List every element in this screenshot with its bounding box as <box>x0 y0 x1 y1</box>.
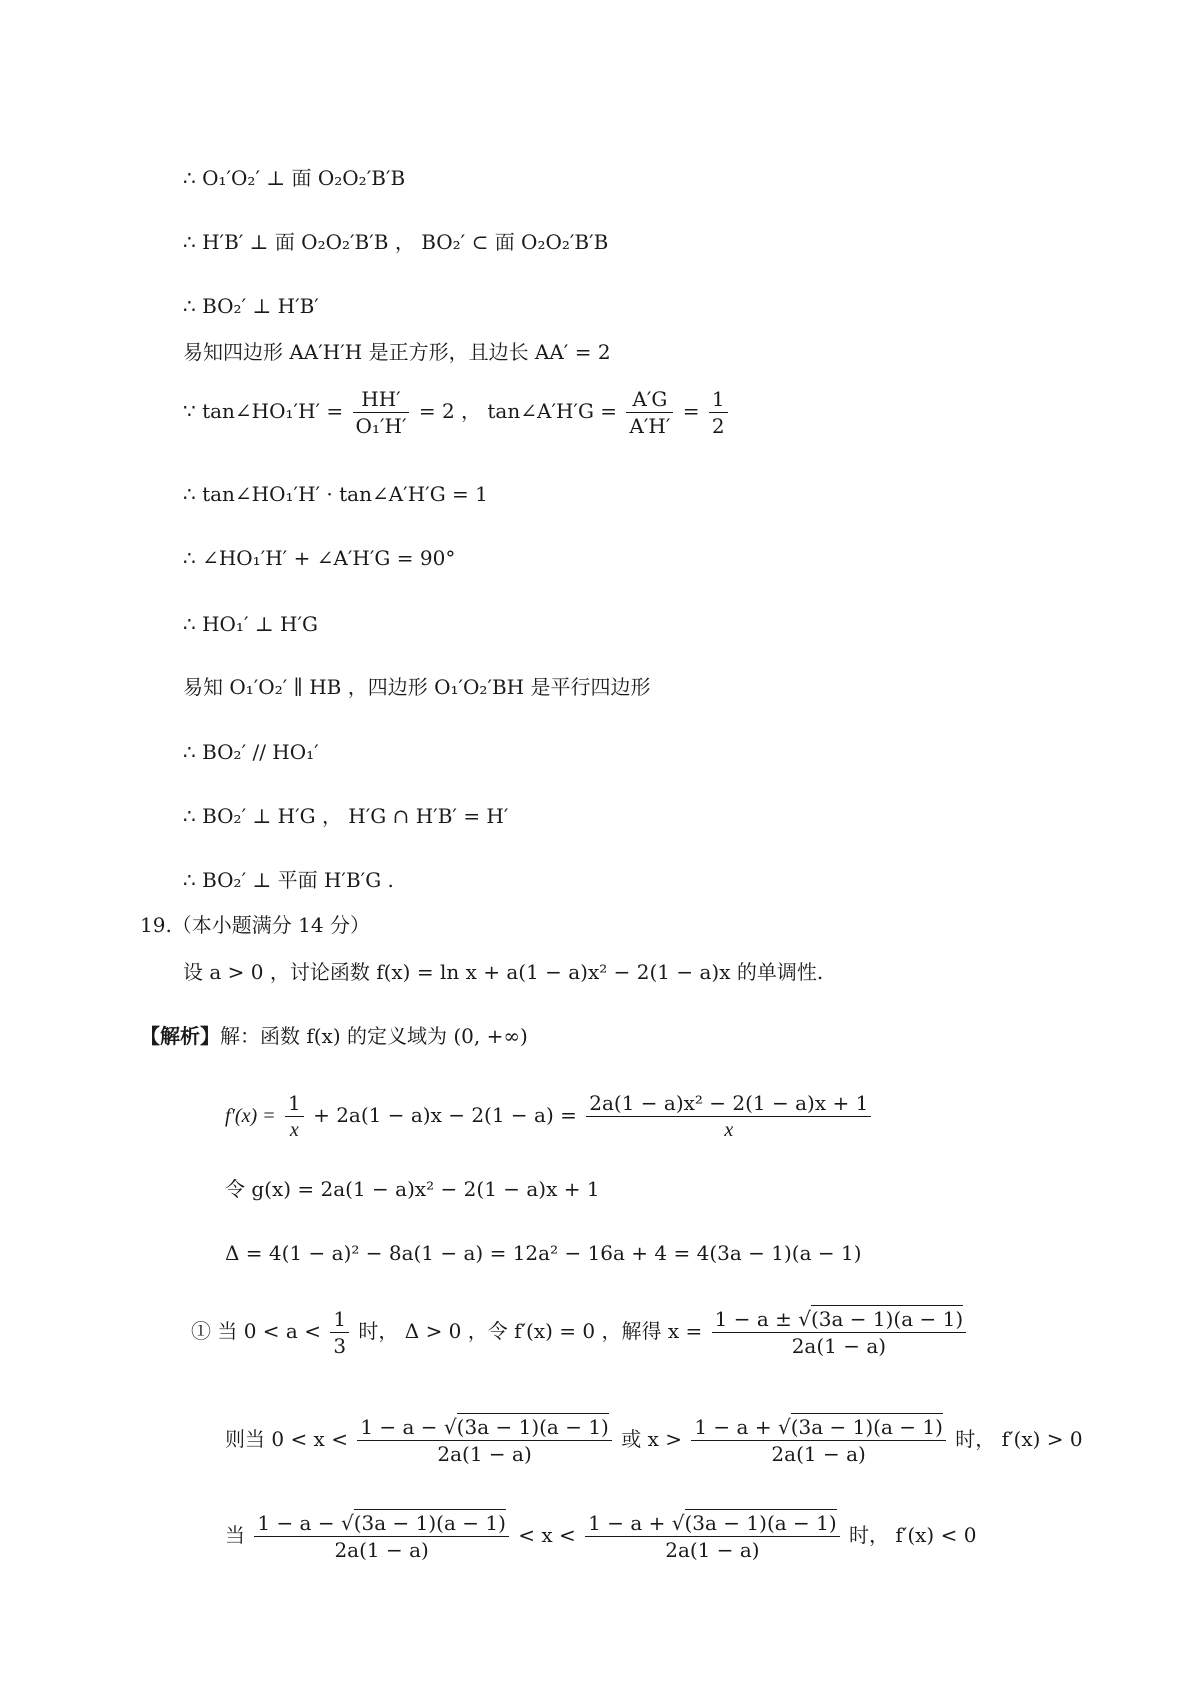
discriminant-line: Δ = 4(1 − a)² − 8a(1 − a) = 12a² − 16a + 4 = 4(3a − 1)(a − 1) <box>225 1241 862 1265</box>
radical-sign: √ <box>798 1307 811 1331</box>
problem-heading: 19.（本小题满分 14 分） <box>140 913 370 937</box>
case-1-prefix: ① 当 0 < a < <box>191 1319 321 1343</box>
numerator <box>585 1510 840 1537</box>
proof-line-7: ∴ ∠HO₁′H′ + ∠A′H′G = 90° <box>183 546 456 570</box>
proof-line-9: 易知 O₁′O₂′ ∥ HB ，四边形 O₁′O₂′BH 是平行四边形 <box>183 675 651 699</box>
fraction-lower-root <box>357 1414 612 1467</box>
fraction-one-over-x <box>285 1090 304 1143</box>
numerator: 1 <box>709 386 728 413</box>
solution-line-1 <box>140 1024 528 1048</box>
numerator: 1 <box>285 1090 304 1117</box>
fraction-critical-points <box>712 1306 967 1359</box>
proof-line-3: ∴ BO₂′ ⊥ H′B′ <box>183 294 319 318</box>
derivative-line <box>225 1090 874 1143</box>
proof-line-4: 易知四边形 AA′H′H 是正方形，且边长 AA′ = 2 <box>183 340 611 364</box>
proof-line-12: ∴ BO₂′ ⊥ 平面 H′B′G . <box>183 868 394 892</box>
proof-line-2: ∴ H′B′ ⊥ 面 O₂O₂′B′B ， BO₂′ ⊂ 面 O₂O₂′B′B <box>183 230 609 254</box>
radicand: (3a − 1)(a − 1) <box>456 1415 609 1439</box>
fraction-hh-over-oh <box>353 386 410 439</box>
fraction-lower-root <box>254 1510 509 1563</box>
numerator <box>712 1306 967 1333</box>
numerator: 2a(1 − a)x² − 2(1 − a)x + 1 <box>586 1090 871 1117</box>
problem-statement: 设 a > 0 ，讨论函数 f(x) = ln x + a(1 − a)x² − 2(1 − a)x 的单调性. <box>183 960 824 984</box>
numerator <box>254 1510 509 1537</box>
case-1-line <box>191 1306 969 1359</box>
radical-sign: √ <box>443 1415 457 1439</box>
proof-line-11: ∴ BO₂′ ⊥ H′G ， H′G ∩ H′B′ = H′ <box>183 804 509 828</box>
radical-sign: √ <box>777 1415 791 1439</box>
derivative-lhs: f′(x) = <box>225 1105 276 1127</box>
radicand: (3a − 1)(a − 1) <box>810 1307 964 1331</box>
line20-middle: 或 x > <box>621 1427 682 1451</box>
fraction-derivative-rhs <box>586 1090 871 1143</box>
proof-line-10: ∴ BO₂′ // HO₁′ <box>183 740 319 764</box>
line20-prefix: 则当 0 < x < <box>225 1427 348 1451</box>
numerator-prefix: 1 − a − <box>360 1415 438 1439</box>
denominator: 2a(1 − a) <box>334 1538 429 1562</box>
radicand: (3a − 1)(a − 1) <box>353 1511 506 1535</box>
proof-line-5 <box>183 386 731 439</box>
radical-sign: √ <box>340 1511 354 1535</box>
denominator: 2a(1 − a) <box>437 1442 532 1466</box>
denominator: 2a(1 − a) <box>791 1334 887 1358</box>
denominator: x <box>289 1119 299 1141</box>
line21-suffix: 时， f′(x) < 0 <box>849 1523 977 1547</box>
line21-prefix: 当 <box>225 1523 245 1547</box>
proof-line-6: ∴ tan∠HO₁′H′ · tan∠A′H′G = 1 <box>183 482 488 506</box>
numerator-prefix: 1 − a ± <box>714 1307 792 1331</box>
proof-line-1: ∴ O₁′O₂′ ⊥ 面 O₂O₂′B′B <box>183 166 406 190</box>
increasing-interval-line <box>225 1414 1083 1467</box>
proof-line-8: ∴ HO₁′ ⊥ H′G <box>183 612 318 636</box>
fraction-upper-root <box>585 1510 840 1563</box>
derivative-middle: + 2a(1 − a)x − 2(1 − a) = <box>313 1103 577 1127</box>
equals-sign: = <box>682 399 700 423</box>
g-definition-line: 令 g(x) = 2a(1 − a)x² − 2(1 − a)x + 1 <box>225 1177 600 1201</box>
numerator-prefix: 1 − a + <box>588 1511 666 1535</box>
denominator: 2 <box>711 414 725 438</box>
numerator-prefix: 1 − a − <box>257 1511 335 1535</box>
line20-suffix: 时， f′(x) > 0 <box>955 1427 1083 1451</box>
fraction-ag-over-ah <box>626 386 673 439</box>
denominator: 2a(1 − a) <box>771 1442 866 1466</box>
domain-statement: 解：函数 f(x) 的定义域为 (0, +∞) <box>220 1024 528 1048</box>
denominator: 2a(1 − a) <box>665 1538 760 1562</box>
denominator: O₁′H′ <box>355 414 407 438</box>
denominator: x <box>724 1119 734 1141</box>
fraction-upper-root <box>691 1414 946 1467</box>
numerator: HH′ <box>353 386 410 413</box>
numerator-prefix: 1 − a + <box>694 1415 772 1439</box>
fraction-one-half <box>709 386 728 439</box>
case-1-middle: 时， Δ > 0 ，令 f′(x) = 0 ，解得 x = <box>358 1319 703 1343</box>
denominator: 3 <box>333 1334 347 1358</box>
numerator: A′G <box>626 386 673 413</box>
radical-sign: √ <box>671 1511 685 1535</box>
line21-middle: < x < <box>518 1523 576 1547</box>
numerator: 1 <box>330 1306 349 1333</box>
line5-prefix: ∵ tan∠HO₁′H′ = <box>183 399 344 423</box>
radicand: (3a − 1)(a − 1) <box>684 1511 837 1535</box>
numerator <box>357 1414 612 1441</box>
numerator <box>691 1414 946 1441</box>
fraction-one-third <box>330 1306 349 1359</box>
decreasing-interval-line <box>225 1510 976 1563</box>
denominator: A′H′ <box>629 414 671 438</box>
analysis-label: 【解析】 <box>140 1024 220 1048</box>
radicand: (3a − 1)(a − 1) <box>790 1415 943 1439</box>
line5-middle: = 2 ， tan∠A′H′G = <box>418 399 618 423</box>
